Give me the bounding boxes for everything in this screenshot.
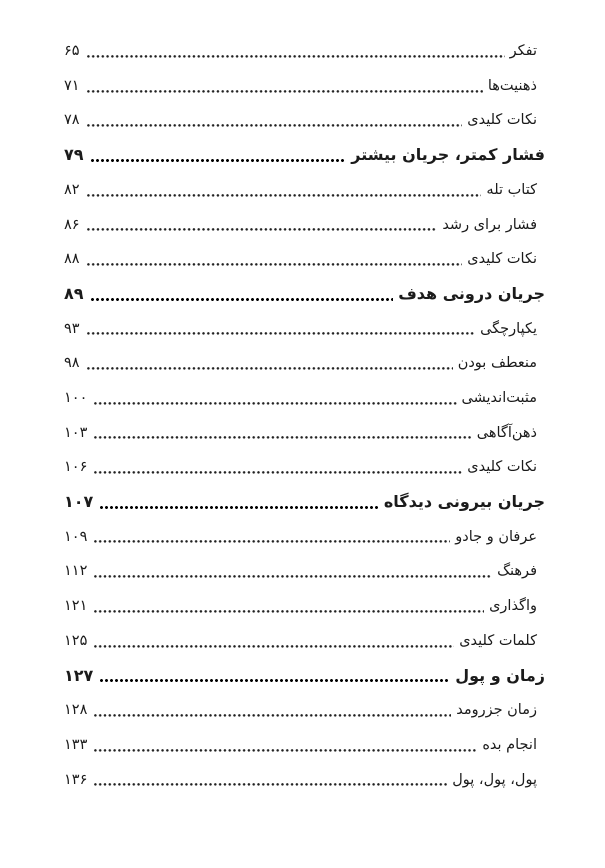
dot-leader — [100, 679, 450, 682]
toc-entry-title: یکپارچگی — [480, 320, 537, 337]
toc-row[interactable] — [64, 312, 545, 347]
toc-entry-page-number: ۶۵ — [64, 43, 80, 60]
toc-entry-title: انجام بده — [482, 736, 537, 753]
dot-leader — [91, 159, 347, 162]
toc-list — [64, 34, 545, 797]
dot-leader — [94, 749, 477, 752]
toc-entry-page-number: ۷۸ — [64, 112, 80, 129]
toc-entry-title: کتاب تله — [486, 181, 537, 198]
toc-entry-title: جریان بیرونی دیدگاه — [383, 492, 545, 512]
dot-leader — [94, 714, 451, 717]
toc-entry-page-number: ۱۲۵ — [64, 632, 88, 649]
toc-entry-title: زمان جزرومد — [456, 702, 537, 719]
toc-entry-page-number: ۹۸ — [64, 355, 80, 372]
dot-leader — [87, 90, 483, 93]
toc-row[interactable] — [64, 589, 545, 624]
toc-entry-page-number: ۸۸ — [64, 251, 80, 268]
toc-entry-page-number: ۱۰۷ — [64, 492, 94, 512]
toc-row[interactable] — [64, 485, 545, 520]
toc-row[interactable] — [64, 520, 545, 555]
dot-leader — [87, 194, 482, 197]
toc-entry-title: فشار کمتر، جریان بیشتر — [351, 145, 545, 165]
toc-row[interactable] — [64, 624, 545, 659]
toc-entry-title: واگذاری — [489, 598, 537, 615]
dot-leader — [94, 471, 462, 474]
dot-leader — [94, 610, 484, 613]
toc-row[interactable] — [64, 34, 545, 69]
toc-row[interactable] — [64, 138, 545, 173]
toc-entry-title: زمان و پول — [455, 665, 545, 685]
toc-entry-title: فشار برای رشد — [442, 216, 537, 233]
toc-row[interactable] — [64, 728, 545, 763]
toc-row[interactable] — [64, 346, 545, 381]
toc-entry-title: فرهنگ — [497, 563, 537, 580]
dot-leader — [87, 228, 438, 231]
dot-leader — [94, 436, 471, 439]
dot-leader — [87, 124, 463, 127]
toc-entry-title: نکات کلیدی — [467, 459, 537, 476]
dot-leader — [87, 55, 505, 58]
toc-entry-page-number: ۹۳ — [64, 320, 80, 337]
toc-entry-page-number: ۸۲ — [64, 181, 80, 198]
toc-entry-page-number: ۸۹ — [64, 284, 84, 304]
toc-entry-page-number: ۱۰۹ — [64, 528, 88, 545]
toc-row[interactable] — [64, 242, 545, 277]
toc-entry-page-number: ۱۰۶ — [64, 459, 88, 476]
toc-entry-page-number: ۱۲۸ — [64, 702, 88, 719]
toc-entry-title: پول، پول، پول — [452, 771, 537, 788]
dot-leader — [87, 332, 476, 335]
toc-row[interactable] — [64, 450, 545, 485]
toc-entry-page-number: ۱۰۳ — [64, 424, 88, 441]
toc-row[interactable] — [64, 69, 545, 104]
toc-entry-title: تفکر — [509, 43, 537, 60]
toc-row[interactable] — [64, 658, 545, 693]
dot-leader — [94, 575, 492, 578]
toc-row[interactable] — [64, 762, 545, 797]
toc-entry-title: مثبت‌اندیشی — [461, 389, 537, 406]
toc-entry-title: ذهن‌آگاهی — [476, 424, 537, 441]
dot-leader — [87, 367, 453, 370]
toc-entry-page-number: ۱۲۱ — [64, 598, 88, 615]
toc-entry-page-number: ۱۰۰ — [64, 389, 88, 406]
toc-entry-title: عرفان و جادو — [455, 528, 537, 545]
toc-entry-page-number: ۱۳۶ — [64, 771, 88, 788]
toc-entry-page-number: ۱۱۲ — [64, 563, 88, 580]
toc-entry-title: جریان درونی هدف — [398, 284, 545, 304]
toc-row[interactable] — [64, 381, 545, 416]
toc-row[interactable] — [64, 554, 545, 589]
toc-row[interactable] — [64, 173, 545, 208]
dot-leader — [87, 263, 463, 266]
toc-entry-title: ذهنیت‌ها — [487, 77, 537, 94]
toc-row[interactable] — [64, 416, 545, 451]
toc-entry-page-number: ۸۶ — [64, 216, 80, 233]
toc-row[interactable] — [64, 103, 545, 138]
toc-entry-page-number: ۱۳۳ — [64, 736, 88, 753]
toc-entry-title: منعطف بودن — [457, 355, 537, 372]
dot-leader — [94, 783, 447, 786]
toc-entry-page-number: ۱۲۷ — [64, 665, 94, 685]
toc-row[interactable] — [64, 277, 545, 312]
dot-leader — [91, 298, 394, 301]
toc-entry-page-number: ۷۱ — [64, 77, 80, 94]
toc-entry-page-number: ۷۹ — [64, 145, 84, 165]
dot-leader — [94, 645, 454, 648]
dot-leader — [100, 506, 379, 509]
toc-row[interactable] — [64, 693, 545, 728]
dot-leader — [94, 540, 450, 543]
toc-entry-title: کلمات کلیدی — [459, 632, 537, 649]
dot-leader — [94, 402, 456, 405]
toc-row[interactable] — [64, 207, 545, 242]
toc-entry-title: نکات کلیدی — [467, 112, 537, 129]
toc-entry-title: نکات کلیدی — [467, 251, 537, 268]
